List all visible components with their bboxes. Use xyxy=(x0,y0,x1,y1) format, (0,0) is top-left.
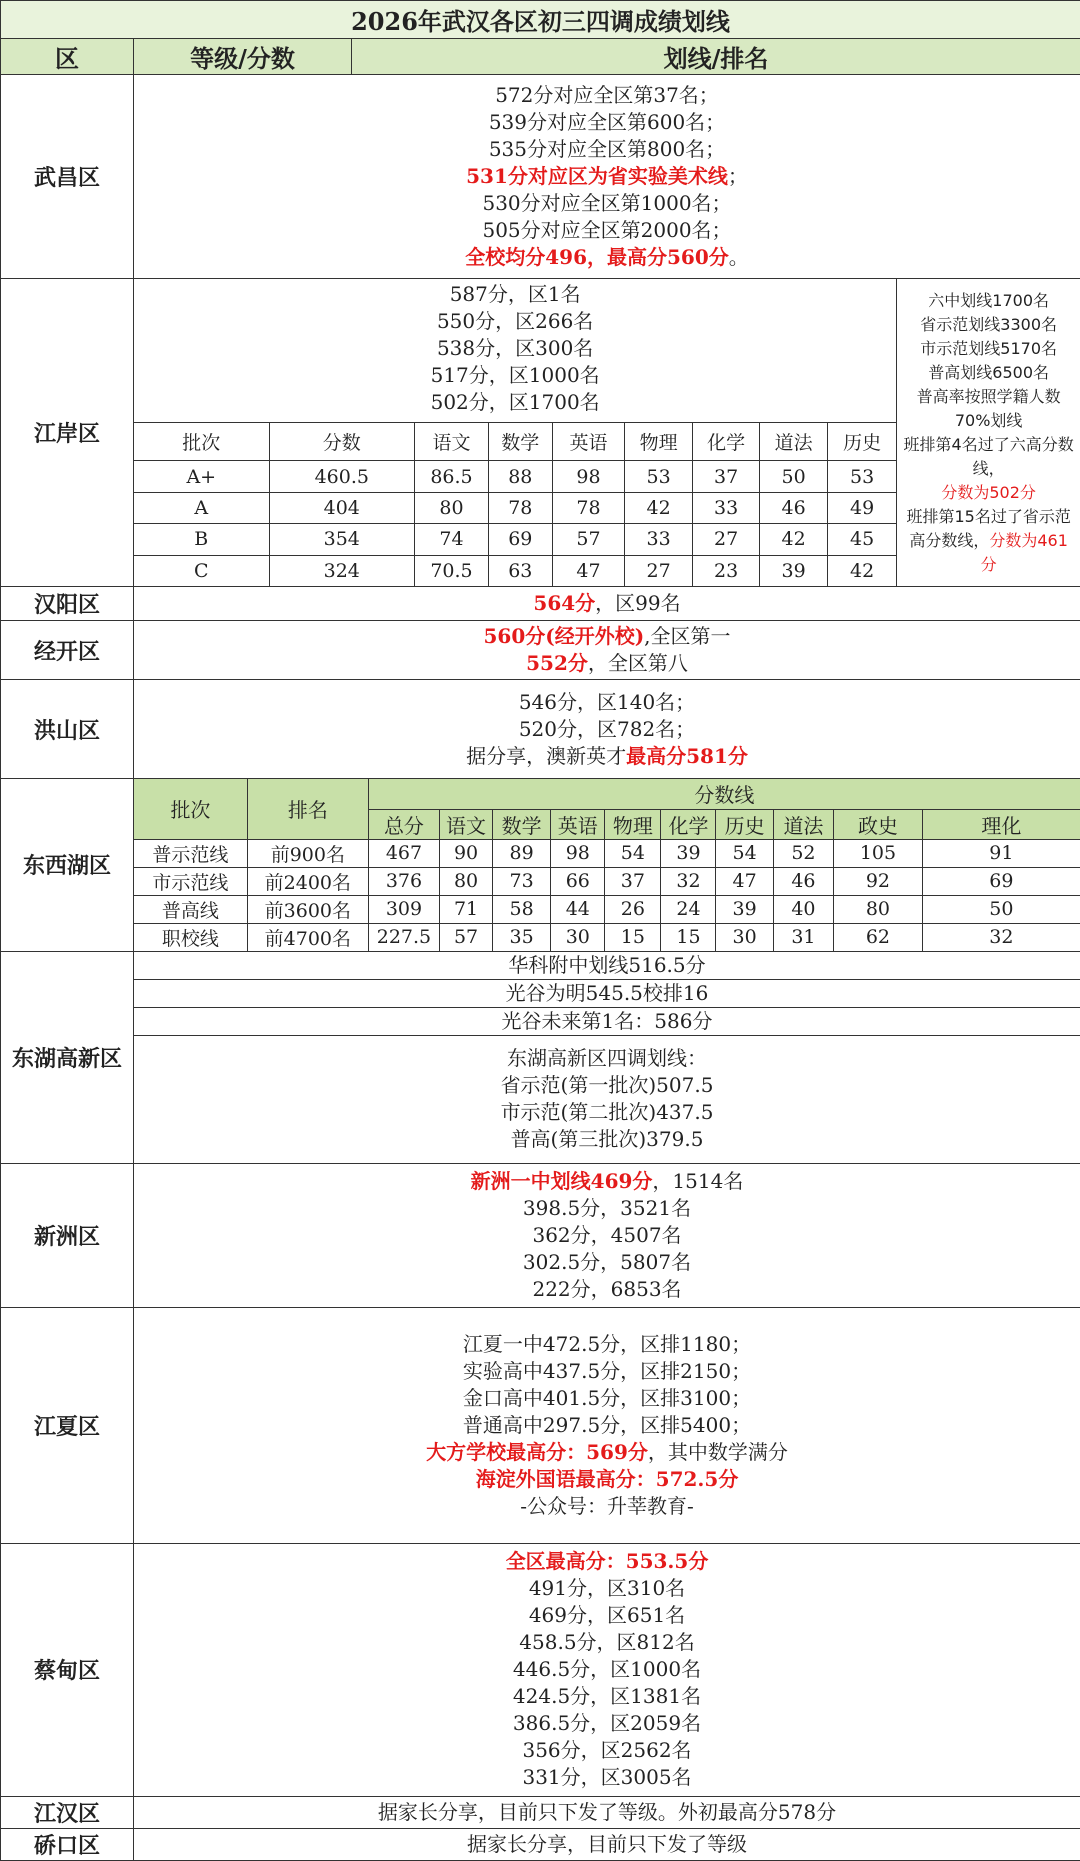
cell: 69 xyxy=(489,524,553,555)
row-hongshan xyxy=(1,680,1080,779)
table-row xyxy=(134,461,896,492)
row-wuchang xyxy=(1,75,1080,279)
note-line: 普高划线6500名 xyxy=(903,361,1074,385)
cell: 54 xyxy=(605,839,661,867)
line: 572分对应全区第37名； xyxy=(134,82,1080,109)
district-name: 东西湖区 xyxy=(1,779,134,952)
dongxihu-table xyxy=(134,779,1080,951)
line-tail: ，全区第八 xyxy=(588,651,688,675)
cell: 市示范线 xyxy=(134,867,247,895)
cell: 31 xyxy=(773,923,833,951)
col-header: 总分 xyxy=(368,809,439,839)
district-name: 江夏区 xyxy=(1,1307,134,1543)
district-name: 蔡甸区 xyxy=(1,1543,134,1796)
cell: 74 xyxy=(414,524,488,555)
line-tail: ，其中数学满分 xyxy=(648,1440,788,1464)
cell: 32 xyxy=(922,923,1080,951)
donghu-cell xyxy=(134,951,1080,1163)
cell: 47 xyxy=(716,867,773,895)
line-tail: ,全区第一 xyxy=(644,624,730,648)
cell: 32 xyxy=(661,867,716,895)
table-row xyxy=(134,839,1080,867)
line: 实验高中437.5分，区排2150； xyxy=(134,1358,1080,1385)
cell: 15 xyxy=(605,923,661,951)
col-header: 语文 xyxy=(440,809,493,839)
cell: 309 xyxy=(368,895,439,923)
line: 535分对应全区第800名； xyxy=(134,136,1080,163)
cell: A+ xyxy=(134,461,269,492)
cell: 66 xyxy=(551,867,605,895)
header-lines: 划线/排名 xyxy=(352,39,1080,75)
line: 539分对应全区第600名； xyxy=(134,109,1080,136)
cell: 80 xyxy=(834,895,923,923)
highlight-text: 531分对应区为省实验美术线 xyxy=(466,164,728,188)
cell: 52 xyxy=(773,839,833,867)
qiaokou-text: 据家长分享，目前只下发了等级 xyxy=(134,1828,1080,1860)
row-dongxihu xyxy=(1,779,1080,952)
row-hanyang xyxy=(1,587,1080,621)
line: 446.5分，区1000名 xyxy=(134,1656,1080,1683)
cell: 86.5 xyxy=(414,461,488,492)
table-row xyxy=(134,867,1080,895)
hanyang-lines xyxy=(134,587,1080,621)
cell: 46 xyxy=(773,867,833,895)
cell: 73 xyxy=(492,867,550,895)
highlight-text: 海淀外国语最高分：572.5分 xyxy=(134,1466,1080,1493)
wuchang-lines xyxy=(134,75,1080,279)
donghu-row: 光谷未来第1名：586分 xyxy=(134,1007,1080,1035)
col-header: 道法 xyxy=(773,809,833,839)
note-highlight: 分数为461分 xyxy=(981,531,1068,574)
col-header: 数学 xyxy=(492,809,550,839)
cell: A xyxy=(134,492,269,523)
cell: 467 xyxy=(368,839,439,867)
jiangan-cell xyxy=(134,279,1080,587)
note-highlight: 分数为502分 xyxy=(903,481,1074,505)
line: 469分，区651名 xyxy=(134,1602,1080,1629)
row-jiangan xyxy=(1,279,1080,587)
cell: 前900名 xyxy=(247,839,368,867)
caidian-lines xyxy=(134,1543,1080,1796)
line: 302.5分，5807名 xyxy=(134,1249,1080,1276)
cell: 普高线 xyxy=(134,895,247,923)
line: 东湖高新区四调划线： xyxy=(134,1045,1080,1072)
cell: 前4700名 xyxy=(247,923,368,951)
footer-note: -公众号：升莘教育- xyxy=(134,1493,1080,1520)
line: 587分，区1名 xyxy=(134,281,896,308)
row-jingkai xyxy=(1,621,1080,680)
cell: 49 xyxy=(827,492,896,523)
highlight-text: 全校均分496，最高分560分 xyxy=(465,245,729,269)
line: 市示范(第二批次)437.5 xyxy=(134,1099,1080,1126)
header-grade: 等级/分数 xyxy=(134,39,352,75)
line xyxy=(134,650,1080,677)
district-name: 东湖高新区 xyxy=(1,951,134,1163)
cell: C xyxy=(134,555,269,586)
cell: 98 xyxy=(551,839,605,867)
line: 517分，区1000名 xyxy=(134,362,896,389)
cell: 80 xyxy=(440,867,493,895)
district-name: 武昌区 xyxy=(1,75,134,279)
line xyxy=(134,1439,1080,1466)
row-jiangxia xyxy=(1,1307,1080,1543)
line: 普通高中297.5分，区排5400； xyxy=(134,1412,1080,1439)
highlight-text: 大方学校最高分：569分 xyxy=(426,1440,648,1464)
jiangan-lines xyxy=(134,279,896,422)
row-donghu xyxy=(1,951,1080,1163)
cell: 70.5 xyxy=(414,555,488,586)
row-xinzhou xyxy=(1,1163,1080,1307)
cell: 89 xyxy=(492,839,550,867)
jiangan-grade-table xyxy=(134,422,896,586)
line xyxy=(134,1168,1080,1195)
hongshan-lines xyxy=(134,680,1080,779)
line xyxy=(134,244,1080,271)
table-header-row xyxy=(134,423,896,461)
cell: 37 xyxy=(605,867,661,895)
table-row xyxy=(134,895,1080,923)
col-header: 物理 xyxy=(625,423,693,461)
line: 550分，区266名 xyxy=(134,308,896,335)
highlight-text: 560分(经开外校) xyxy=(483,624,644,648)
note-line: 市示范划线5170名 xyxy=(903,337,1074,361)
cell: 33 xyxy=(625,524,693,555)
cell: 78 xyxy=(552,492,625,523)
highlight-text: 552分 xyxy=(526,651,588,675)
cell: 30 xyxy=(551,923,605,951)
col-header: 英语 xyxy=(551,809,605,839)
note-line xyxy=(903,505,1074,577)
cell: 50 xyxy=(760,461,828,492)
cell: 98 xyxy=(552,461,625,492)
note-line: 省示范划线3300名 xyxy=(903,313,1074,337)
jiangan-inner xyxy=(134,279,1080,586)
line: 546分，区140名； xyxy=(134,689,1080,716)
cell: 26 xyxy=(605,895,661,923)
cell: 前3600名 xyxy=(247,895,368,923)
donghu-block xyxy=(134,1035,1080,1163)
col-header: 道法 xyxy=(760,423,828,461)
cell: 324 xyxy=(269,555,414,586)
cell: 90 xyxy=(440,839,493,867)
donghu-row: 光谷为明545.5校排16 xyxy=(134,979,1080,1007)
note-line: 班排第4名过了六高分数线， xyxy=(903,433,1074,481)
line: 普高(第三批次)379.5 xyxy=(134,1126,1080,1153)
col-header: 分数 xyxy=(269,423,414,461)
district-name: 汉阳区 xyxy=(1,587,134,621)
line-tail: 。 xyxy=(729,245,749,269)
header-district: 区 xyxy=(1,39,134,75)
table-header-row xyxy=(134,779,1080,809)
row-jianghan xyxy=(1,1796,1080,1828)
highlight-text: 最高分581分 xyxy=(626,744,748,768)
cell: 376 xyxy=(368,867,439,895)
cell: 15 xyxy=(661,923,716,951)
cell: 404 xyxy=(269,492,414,523)
col-header: 政史 xyxy=(834,809,923,839)
line-tail: ； xyxy=(728,164,748,188)
note-line: 普高率按照学籍人数70%划线 xyxy=(903,385,1074,433)
line: 491分，区310名 xyxy=(134,1575,1080,1602)
cell: 44 xyxy=(551,895,605,923)
cell: 42 xyxy=(827,555,896,586)
xinzhou-lines xyxy=(134,1163,1080,1307)
page-title: 2026年武汉各区初三四调成绩划线 xyxy=(1,1,1080,39)
cell: 63 xyxy=(489,555,553,586)
cell: 39 xyxy=(716,895,773,923)
line: 520分，区782名； xyxy=(134,716,1080,743)
cell: 35 xyxy=(492,923,550,951)
highlight-text: 564分 xyxy=(533,591,595,615)
cell: B xyxy=(134,524,269,555)
line: 356分，区2562名 xyxy=(134,1737,1080,1764)
cell: 职校线 xyxy=(134,923,247,951)
line: 江夏一中472.5分，区排1180； xyxy=(134,1331,1080,1358)
cell: 53 xyxy=(827,461,896,492)
cell: 57 xyxy=(440,923,493,951)
line xyxy=(134,743,1080,770)
cell: 69 xyxy=(922,867,1080,895)
line-tail: ，区99名 xyxy=(595,591,680,615)
note-line: 六中划线1700名 xyxy=(903,289,1074,313)
jiangan-left xyxy=(134,279,897,586)
line xyxy=(134,163,1080,190)
district-name: 经开区 xyxy=(1,621,134,680)
cell: 78 xyxy=(489,492,553,523)
cell: 460.5 xyxy=(269,461,414,492)
cell: 58 xyxy=(492,895,550,923)
cell: 42 xyxy=(760,524,828,555)
col-header: 理化 xyxy=(922,809,1080,839)
line: 省示范(第一批次)507.5 xyxy=(134,1072,1080,1099)
cell: 80 xyxy=(414,492,488,523)
cell: 54 xyxy=(716,839,773,867)
line: 505分对应全区第2000名； xyxy=(134,217,1080,244)
jiangan-note xyxy=(897,279,1080,586)
cell: 普示范线 xyxy=(134,839,247,867)
district-name: 江汉区 xyxy=(1,1796,134,1828)
col-header: 英语 xyxy=(552,423,625,461)
line: 386.5分，区2059名 xyxy=(134,1710,1080,1737)
highlight-text: 新洲一中划线469分 xyxy=(471,1169,653,1193)
line: 金口高中401.5分，区排3100； xyxy=(134,1385,1080,1412)
cell: 37 xyxy=(692,461,760,492)
col-header: 批次 xyxy=(134,779,247,839)
line-text: 据分享，澳新英才 xyxy=(466,744,626,768)
district-name: 硚口区 xyxy=(1,1828,134,1860)
cell: 57 xyxy=(552,524,625,555)
line: 502分，区1700名 xyxy=(134,389,896,416)
district-name: 江岸区 xyxy=(1,279,134,587)
cell: 91 xyxy=(922,839,1080,867)
cell: 39 xyxy=(661,839,716,867)
line: 458.5分，区812名 xyxy=(134,1629,1080,1656)
line: 331分，区3005名 xyxy=(134,1764,1080,1791)
table-row xyxy=(134,923,1080,951)
col-header: 化学 xyxy=(661,809,716,839)
row-caidian xyxy=(1,1543,1080,1796)
cell: 24 xyxy=(661,895,716,923)
line-tail: ，1514名 xyxy=(652,1169,743,1193)
cell: 105 xyxy=(834,839,923,867)
cell: 39 xyxy=(760,555,828,586)
line: 538分，区300名 xyxy=(134,335,896,362)
line: 362分，4507名 xyxy=(134,1222,1080,1249)
col-header: 物理 xyxy=(605,809,661,839)
table-row xyxy=(134,492,896,523)
col-header: 化学 xyxy=(692,423,760,461)
col-header: 历史 xyxy=(716,809,773,839)
line xyxy=(134,623,1080,650)
cell: 354 xyxy=(269,524,414,555)
donghu-inner xyxy=(134,952,1080,1163)
note-text: 班排第15名过了省示范高分数线， xyxy=(906,507,1070,550)
cell: 50 xyxy=(922,895,1080,923)
cell: 40 xyxy=(773,895,833,923)
cell: 42 xyxy=(625,492,693,523)
cell: 53 xyxy=(625,461,693,492)
col-header: 历史 xyxy=(827,423,896,461)
cell: 46 xyxy=(760,492,828,523)
dongxihu-cell xyxy=(134,779,1080,952)
line: 222分，6853名 xyxy=(134,1276,1080,1303)
line: 530分对应全区第1000名； xyxy=(134,190,1080,217)
cell: 227.5 xyxy=(368,923,439,951)
col-header: 排名 xyxy=(247,779,368,839)
line: 398.5分，3521名 xyxy=(134,1195,1080,1222)
jiangxia-lines xyxy=(134,1307,1080,1543)
cell: 92 xyxy=(834,867,923,895)
table-row xyxy=(134,524,896,555)
col-header: 数学 xyxy=(489,423,553,461)
jianghan-text: 据家长分享，目前只下发了等级。外初最高分578分 xyxy=(134,1796,1080,1828)
district-name: 洪山区 xyxy=(1,680,134,779)
table-row xyxy=(134,555,896,586)
cell: 88 xyxy=(489,461,553,492)
highlight-text: 全区最高分：553.5分 xyxy=(134,1548,1080,1575)
cell: 47 xyxy=(552,555,625,586)
cell: 45 xyxy=(827,524,896,555)
line: 424.5分，区1381名 xyxy=(134,1683,1080,1710)
cell: 62 xyxy=(834,923,923,951)
cell: 23 xyxy=(692,555,760,586)
col-header: 批次 xyxy=(134,423,269,461)
cell: 27 xyxy=(692,524,760,555)
cell: 27 xyxy=(625,555,693,586)
cell: 30 xyxy=(716,923,773,951)
jingkai-lines xyxy=(134,621,1080,680)
col-header: 语文 xyxy=(414,423,488,461)
cell: 33 xyxy=(692,492,760,523)
col-group-header: 分数线 xyxy=(368,779,1080,809)
cell: 71 xyxy=(440,895,493,923)
row-qiaokou xyxy=(1,1828,1080,1860)
district-name: 新洲区 xyxy=(1,1163,134,1307)
donghu-row: 华科附中划线516.5分 xyxy=(134,952,1080,980)
cell: 前2400名 xyxy=(247,867,368,895)
